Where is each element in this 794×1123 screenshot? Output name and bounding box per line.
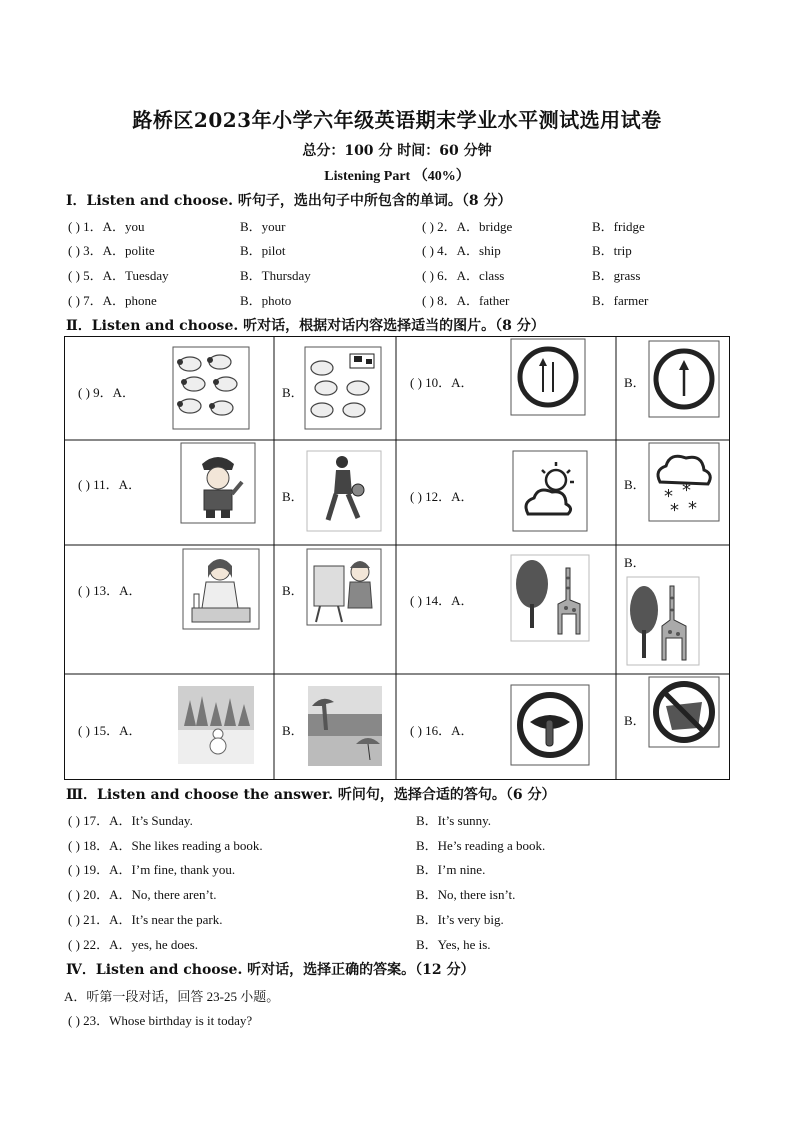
- picture-choice-table: [64, 336, 730, 780]
- q21-option-b: B．It’s very big.: [416, 912, 504, 927]
- section-3-heading: Ⅲ．Listen and choose the answer. 听问句，选择合适的答句。（6 分）: [66, 787, 556, 803]
- snow-cloud-icon: [648, 442, 720, 522]
- beach-icon: [308, 686, 382, 766]
- q11-option-b-label: B．: [282, 489, 304, 504]
- q8-stem: ( ) 8．A．father: [422, 293, 510, 308]
- q2-option-b: B．fridge: [592, 219, 645, 234]
- q17-stem: ( ) 17．A．It’s Sunday.: [68, 813, 193, 828]
- section-2-heading: Ⅱ．Listen and choose. 听对话，根据对话内容选择适当的图片。（8 分）: [66, 318, 545, 334]
- q19-stem: ( ) 19．A．I’m fine, thank you.: [68, 862, 236, 877]
- two-way-arrows-sign-icon: [510, 338, 586, 416]
- q3-option-b: B．pilot: [240, 243, 286, 258]
- q14-option-b-label: B．: [624, 555, 646, 570]
- q12-stem: ( ) 12．A．: [410, 489, 474, 504]
- q3-stem: ( ) 3．A．polite: [68, 243, 155, 258]
- sun-behind-cloud-icon: [512, 450, 588, 532]
- sheep-flock-icon: [172, 346, 250, 430]
- q1-option-b: B．your: [240, 219, 286, 234]
- svg-text:*: *: [688, 498, 697, 519]
- svg-text:*: *: [682, 480, 691, 501]
- section-1-heading: Ⅰ．Listen and choose. 听句子，选出句子中所包含的单词。（8 分）: [66, 193, 512, 209]
- section-4-intro: A．听第一段对话，回答 23-25 小题。: [64, 989, 280, 1004]
- q17-option-b: B．It’s sunny.: [416, 813, 491, 828]
- svg-text:*: *: [664, 486, 673, 507]
- exam-title: 路桥区2023年小学六年级英语期末学业水平测试选用试卷: [132, 108, 662, 132]
- q23-stem: ( ) 23．Whose birthday is it today?: [68, 1013, 253, 1028]
- basketball-player-icon: [306, 450, 382, 532]
- q19-option-b: B．I’m nine.: [416, 862, 486, 877]
- q11-stem: ( ) 11．A．: [78, 477, 142, 492]
- q10-stem: ( ) 10．A．: [410, 375, 474, 390]
- q6-stem: ( ) 6．A．class: [422, 268, 505, 283]
- scientist-icon: [182, 548, 260, 630]
- q5-option-b: B．Thursday: [240, 268, 311, 283]
- listening-part-heading: Listening Part （40%）: [324, 169, 470, 184]
- q22-option-b: B．Yes, he is.: [416, 937, 491, 952]
- q15-option-b-label: B．: [282, 723, 304, 738]
- exam-subtitle: 总分：100 分 时间：60 分钟: [302, 143, 492, 159]
- quiet-sign-icon: [510, 684, 590, 766]
- one-way-arrow-sign-icon: [648, 340, 720, 418]
- q13-option-b-label: B．: [282, 583, 304, 598]
- q9-stem: ( ) 9．A．: [78, 385, 136, 400]
- q16-option-b-label: B．: [624, 713, 646, 728]
- q15-stem: ( ) 15．A．: [78, 723, 142, 738]
- tree-and-giraffe-icon: [626, 576, 700, 666]
- q12-option-b-label: B．: [624, 477, 646, 492]
- q6-option-b: B．grass: [592, 268, 641, 283]
- q10-option-b-label: B．: [624, 375, 646, 390]
- q4-option-b: B．trip: [592, 243, 632, 258]
- section-4-heading: Ⅳ．Listen and choose. 听对话，选择正确的答案。（12 分）: [66, 962, 475, 978]
- girl-painting-icon: [306, 548, 382, 626]
- q4-stem: ( ) 4．A．ship: [422, 243, 501, 258]
- q2-stem: ( ) 2．A．bridge: [422, 219, 513, 234]
- q13-stem: ( ) 13．A．: [78, 583, 142, 598]
- q22-stem: ( ) 22．A．yes, he does.: [68, 937, 198, 952]
- q20-option-b: B．No, there isn’t.: [416, 887, 516, 902]
- svg-text:*: *: [670, 500, 679, 521]
- q16-stem: ( ) 16．A．: [410, 723, 474, 738]
- q8-option-b: B．farmer: [592, 293, 649, 308]
- q1-stem: ( ) 1．A．you: [68, 219, 145, 234]
- q5-stem: ( ) 5．A．Tuesday: [68, 268, 169, 283]
- sheep-and-cow-icon: [304, 346, 382, 430]
- q18-option-b: B．He’s reading a book.: [416, 838, 546, 853]
- snowman-winter-icon: [178, 686, 254, 764]
- q20-stem: ( ) 20．A．No, there aren’t.: [68, 887, 217, 902]
- q21-stem: ( ) 21．A．It’s near the park.: [68, 912, 223, 927]
- no-littering-sign-icon: [648, 676, 720, 748]
- police-officer-icon: [180, 442, 256, 524]
- q14-stem: ( ) 14．A．: [410, 593, 474, 608]
- q7-option-b: B．photo: [240, 293, 292, 308]
- q7-stem: ( ) 7．A．phone: [68, 293, 157, 308]
- q9-option-b-label: B．: [282, 385, 304, 400]
- q18-stem: ( ) 18．A．She likes reading a book.: [68, 838, 263, 853]
- tree-and-giraffe-icon: [510, 554, 590, 642]
